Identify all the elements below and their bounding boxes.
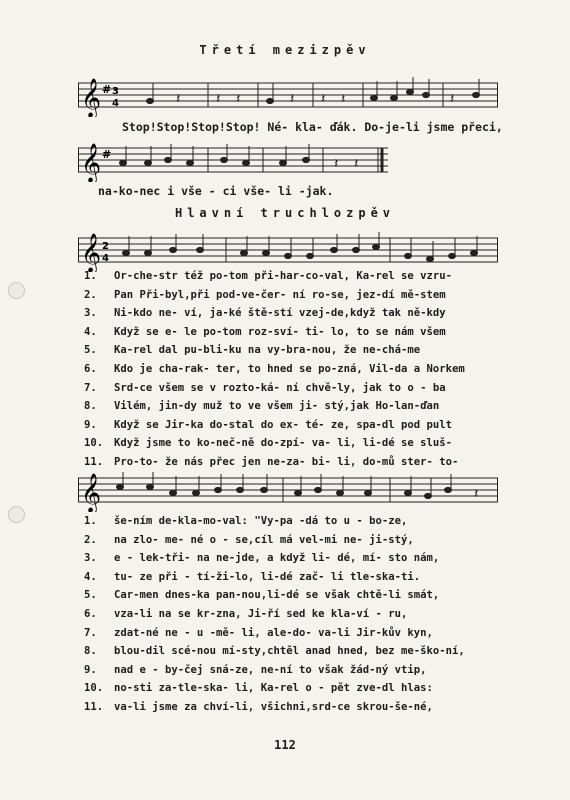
- music-staff: [78, 77, 498, 117]
- treble-clef-icon: 𝄞: [81, 78, 102, 117]
- svg-text:𝄞: 𝄞: [81, 233, 102, 272]
- svg-text:𝄽: 𝄽: [236, 91, 241, 107]
- lyric-line: na-ko-nec i vše - ci vše- li -jak.: [98, 184, 334, 198]
- svg-text:𝄽: 𝄽: [334, 156, 339, 172]
- punch-hole: [8, 282, 25, 299]
- svg-text:4: 4: [102, 253, 109, 264]
- punch-hole: [8, 506, 25, 523]
- music-staff: [78, 142, 388, 182]
- svg-text:2: 2: [102, 241, 109, 252]
- svg-text:𝄽: 𝄽: [341, 91, 346, 107]
- section-title: Hlavní truchlozpěv: [174, 206, 396, 220]
- svg-text:#: #: [102, 83, 112, 96]
- svg-text:𝄽: 𝄽: [321, 91, 326, 107]
- svg-text:3: 3: [112, 86, 119, 97]
- svg-text:𝄽: 𝄽: [354, 156, 359, 172]
- page-number: 112: [274, 738, 296, 752]
- svg-text:𝄞: 𝄞: [81, 143, 102, 182]
- svg-text:𝄞: 𝄞: [81, 473, 102, 512]
- lyric-line: Stop!Stop!Stop!Stop! Né- kla- ďák. Do-je-li jsme přeci,: [122, 120, 503, 134]
- svg-text:𝄽: 𝄽: [216, 91, 221, 107]
- svg-text:#: #: [102, 148, 112, 161]
- svg-text:4: 4: [112, 98, 119, 109]
- svg-text:𝄽: 𝄽: [450, 91, 455, 107]
- music-staff: [78, 472, 498, 512]
- songbook-page: Třetí mezizpěv 𝄞 # 3 4 𝄽 𝄽 𝄽 𝄽 𝄽 𝄽 𝄽 Stop!Stop!Stop!Stop! Né- kla- ďák. Do-je-li jsme přeci, 𝄞 # 𝄽 𝄽 na-ko-nec i vše - ci vše- li -jak. Hlavní truchlozpěv 𝄞 2 4 1. Or-che-str též po-tom při-har-co-val, Ka-rel se vzru- 2. Pan Při-byl,při pod-ve-čer- ní ro-se, jez-dí mě-stem 3. Ni-kdo ne- ví, ja-ké ště-stí vzej-de,když tak ně-kdy 4. Když se e- le po-tom roz-sví- ti- lo, to se nám všem 5. Ka-rel dal pu-bli-ku na vy-bra-nou, že ne-chá-me 6. Kdo je cha-rak- ter, to hned se po-zná, Vil-da a Norkem 7. Srd-ce všem se v rozto-ká- ní chvě-ly, jak to o - ba 8. Vilém, jin-dy muž to ve všem ji- stý,jak Ho-lan-ďan 9. Když se Jir-ka do-stal do ex- té- ze, spa-dl pod pult 10. Když jsme to ko-neč-ně do-zpí- va- li, li-dé se sluš- 11. Pro-to- že nás přec jen ne-za- bi- li, do-mů ster- to- 𝄞 𝄽 1. še-ním de-kla-mo-val: "Vy-pa -dá to u - bo-ze, 2. na zlo- me- né o - se,cíl má vel-mi ne- ji-stý, 3. e - lek-tři- na ne-jde, a když li- dé, mí- sto nám, 4. tu- ze při - tí-ži-lo, li-dé zač- li tle-ska-ti. 5. Car-men dnes-ka pan-nou,li-dé se však chtě-li smát, 6. vza-li na se kr-zna, Ji-ří sed ke kla-ví - ru, 7. zdat-né ne - u -mě- li, ale-do- va-li Jir-kův kyn, 8. blou-dil scé-nou mí-sty,chtěl anad hned, bez me-ško-ní, 9. nad e - by-čej sná-ze, ne-ní to však žád-ný vtip, 10. no-sti za-tle-ska- li, Ka-rel o - pět zve-dl hlas: 11. va-li jsme za chví-li, všichni,srd-ce skrou-še-né, 112: [0, 0, 570, 800]
- section-title: Třetí mezizpěv: [199, 43, 371, 57]
- svg-text:𝄽: 𝄽: [290, 91, 295, 107]
- music-staff: [78, 232, 498, 272]
- svg-text:𝄽: 𝄽: [176, 91, 181, 107]
- svg-text:𝄽: 𝄽: [474, 486, 479, 502]
